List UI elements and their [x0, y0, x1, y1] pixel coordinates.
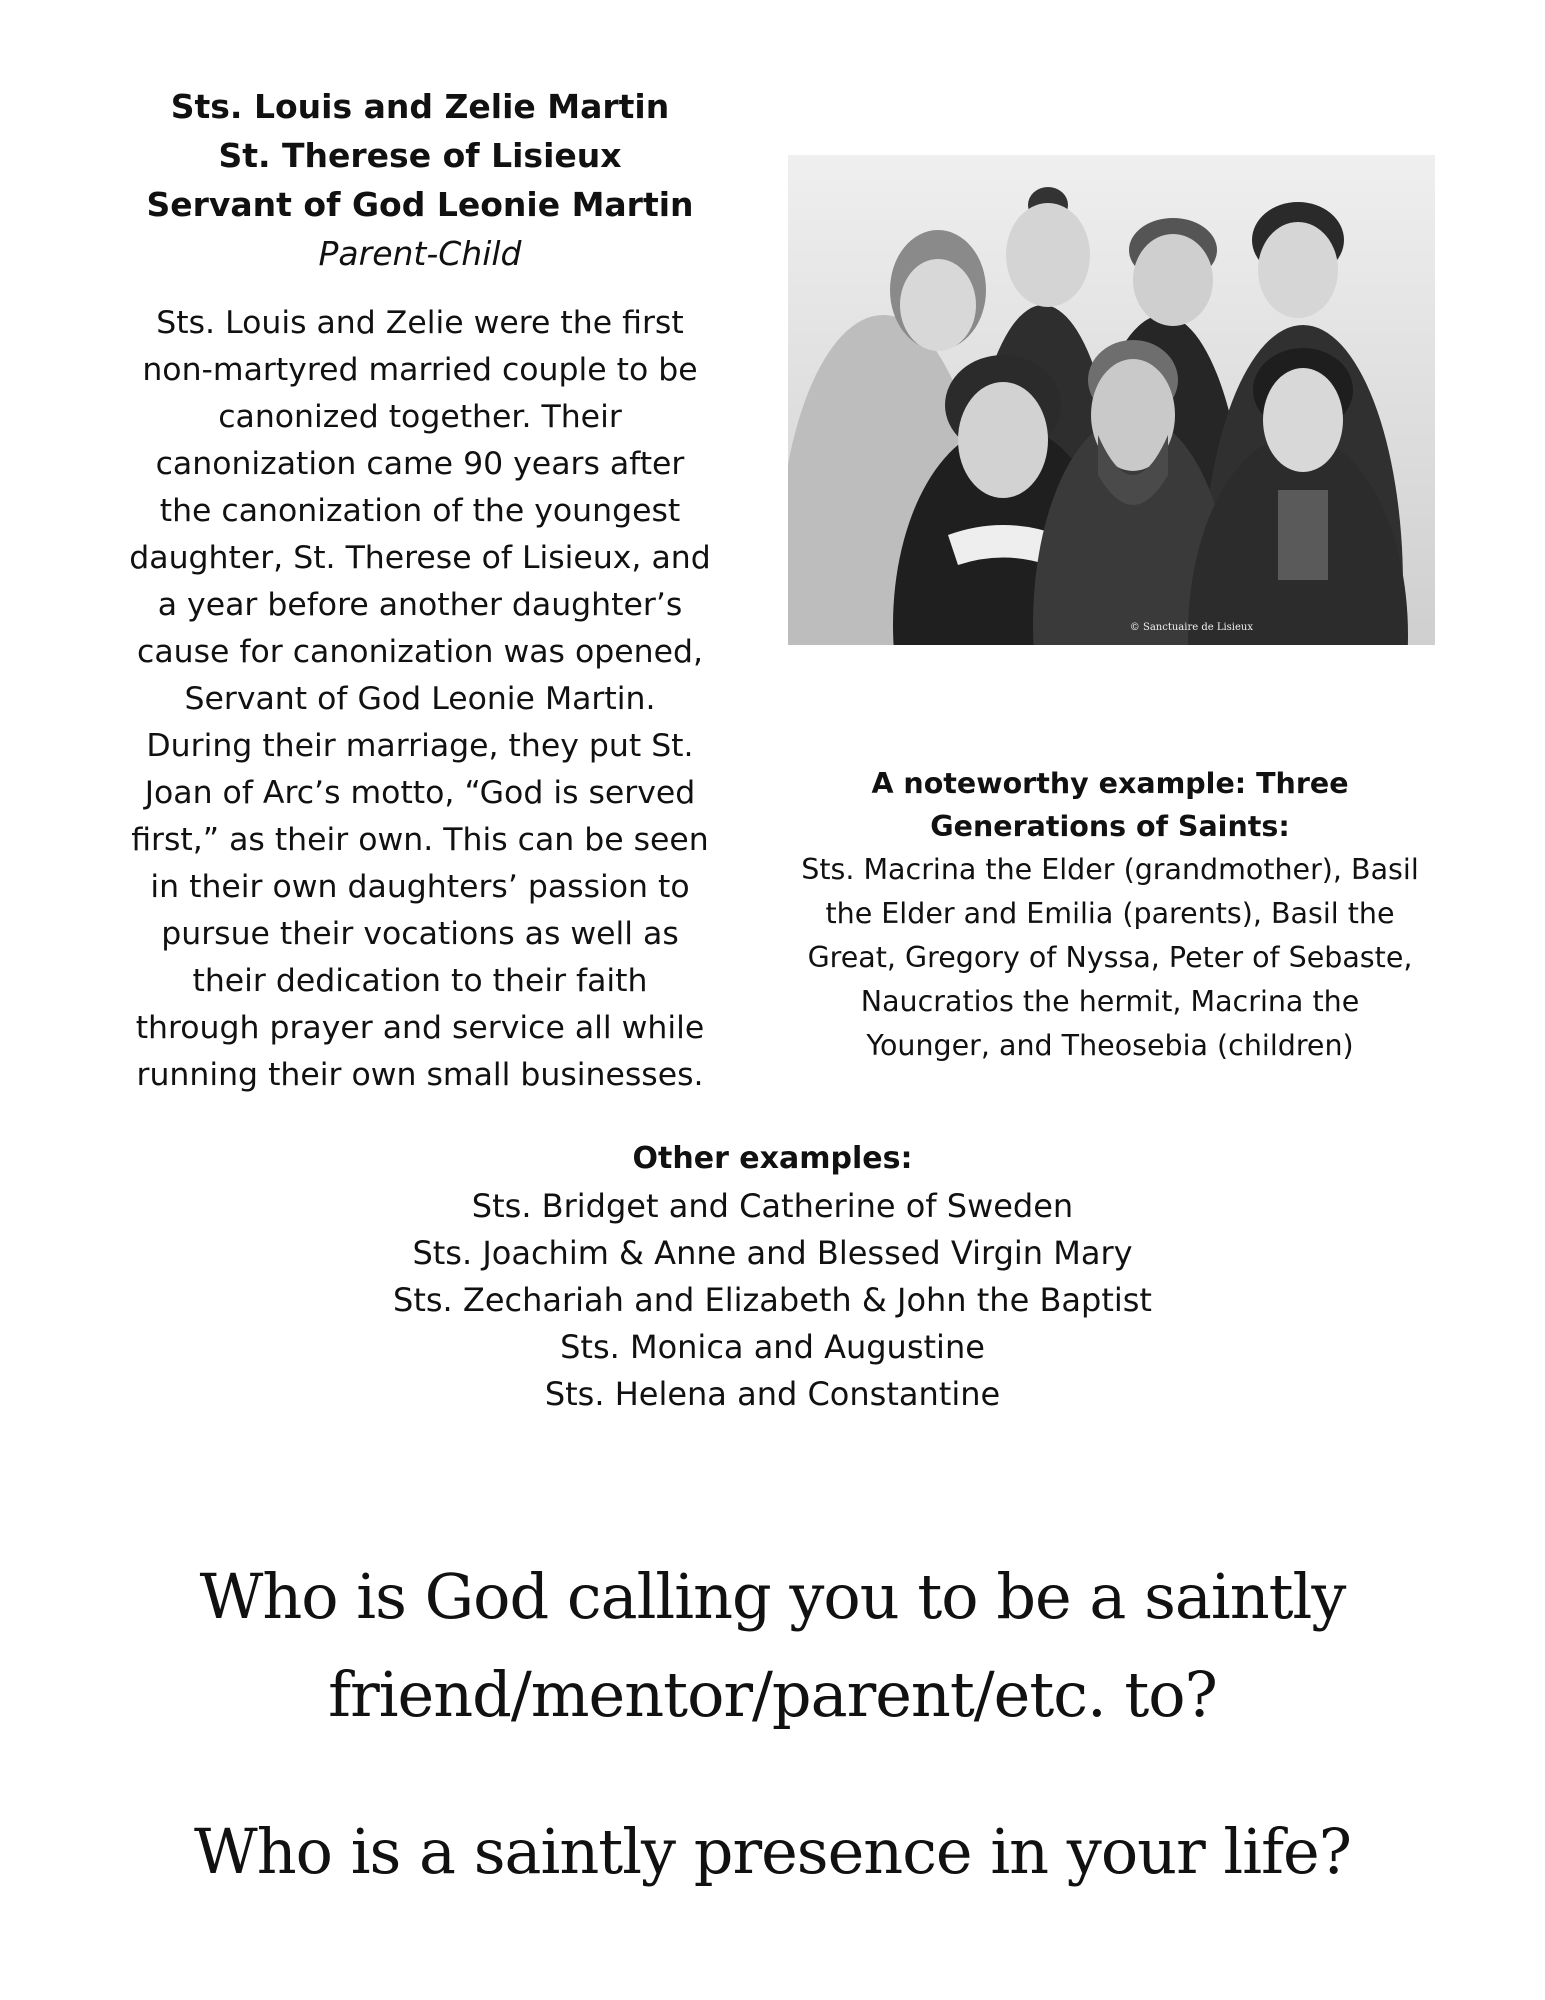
example-heading-line: Generations of Saints: [930, 810, 1290, 843]
bio-line: cause for canonization was opened, [137, 634, 703, 670]
relationship-subtitle: Parent-Child [318, 234, 522, 273]
bio-line: a year before another daughter’s [157, 587, 683, 623]
bio-line: pursue their vocations as well as [161, 916, 679, 952]
bio-line: Sts. Louis and Zelie were the first [156, 305, 684, 341]
bio-line: running their own small businesses. [136, 1057, 704, 1093]
other-example-item: Sts. Monica and Augustine [560, 1328, 985, 1366]
example-heading-line: A noteworthy example: Three [871, 767, 1349, 800]
bio-line: in their own daughters’ passion to [150, 869, 690, 905]
example-body-line: Great, Gregory of Nyssa, Peter of Sebaste, [807, 941, 1413, 974]
bio-line: canonized together. Their [218, 399, 622, 435]
example-body-line: Naucratios the hermit, Macrina the [860, 985, 1360, 1018]
bio-line: Servant of God Leonie Martin. [184, 681, 656, 717]
question-line: friend/mentor/parent/etc. to? [328, 1658, 1217, 1731]
example-body-line: Younger, and Theosebia (children) [866, 1029, 1354, 1062]
other-example-item: Sts. Joachim & Anne and Blessed Virgin Mary [412, 1234, 1133, 1272]
other-example-item: Sts. Bridget and Catherine of Sweden [471, 1187, 1074, 1225]
other-example-item: Sts. Zechariah and Elizabeth & John the Baptist [393, 1281, 1152, 1319]
bio-line: first,” as their own. This can be seen [131, 822, 709, 858]
bio-line: daughter, St. Therese of Lisieux, and [129, 540, 711, 576]
family-photo-illustration [788, 155, 1435, 645]
three-generations-example [760, 762, 1460, 1068]
bio-line: canonization came 90 years after [155, 446, 685, 482]
martin-family-photo [788, 155, 1435, 645]
title-leonie: Servant of God Leonie Martin [146, 185, 694, 224]
bio-line: the canonization of the youngest [159, 493, 681, 529]
title-therese: St. Therese of Lisieux [218, 136, 622, 175]
title-louis-zelie: Sts. Louis and Zelie Martin [170, 87, 670, 126]
reflection-question-presence: Who is a saintly presence in your life? [194, 1815, 1351, 1888]
question-line: Who is God calling you to be a saintly [199, 1560, 1346, 1633]
bio-line: through prayer and service all while [135, 1010, 705, 1046]
example-body-line: Sts. Macrina the Elder (grandmother), Basil [801, 853, 1419, 886]
other-example-item: Sts. Helena and Constantine [544, 1375, 1001, 1413]
biography-paragraph [100, 300, 740, 1099]
bio-line: their dedication to their faith [192, 963, 648, 999]
reflection-question-calling [0, 1548, 1545, 1744]
other-examples-section [0, 1135, 1545, 1418]
bio-line: During their marriage, they put St. [146, 728, 694, 764]
other-examples-heading: Other examples: [632, 1141, 913, 1176]
bio-line: non-martyred married couple to be [142, 352, 698, 388]
photo-credit: © Sanctuaire de Lisieux [1129, 622, 1253, 633]
saints-intro-column [100, 82, 740, 1099]
example-body-line: the Elder and Emilia (parents), Basil the [825, 897, 1395, 930]
bio-line: Joan of Arc’s motto, “God is served [144, 775, 696, 811]
